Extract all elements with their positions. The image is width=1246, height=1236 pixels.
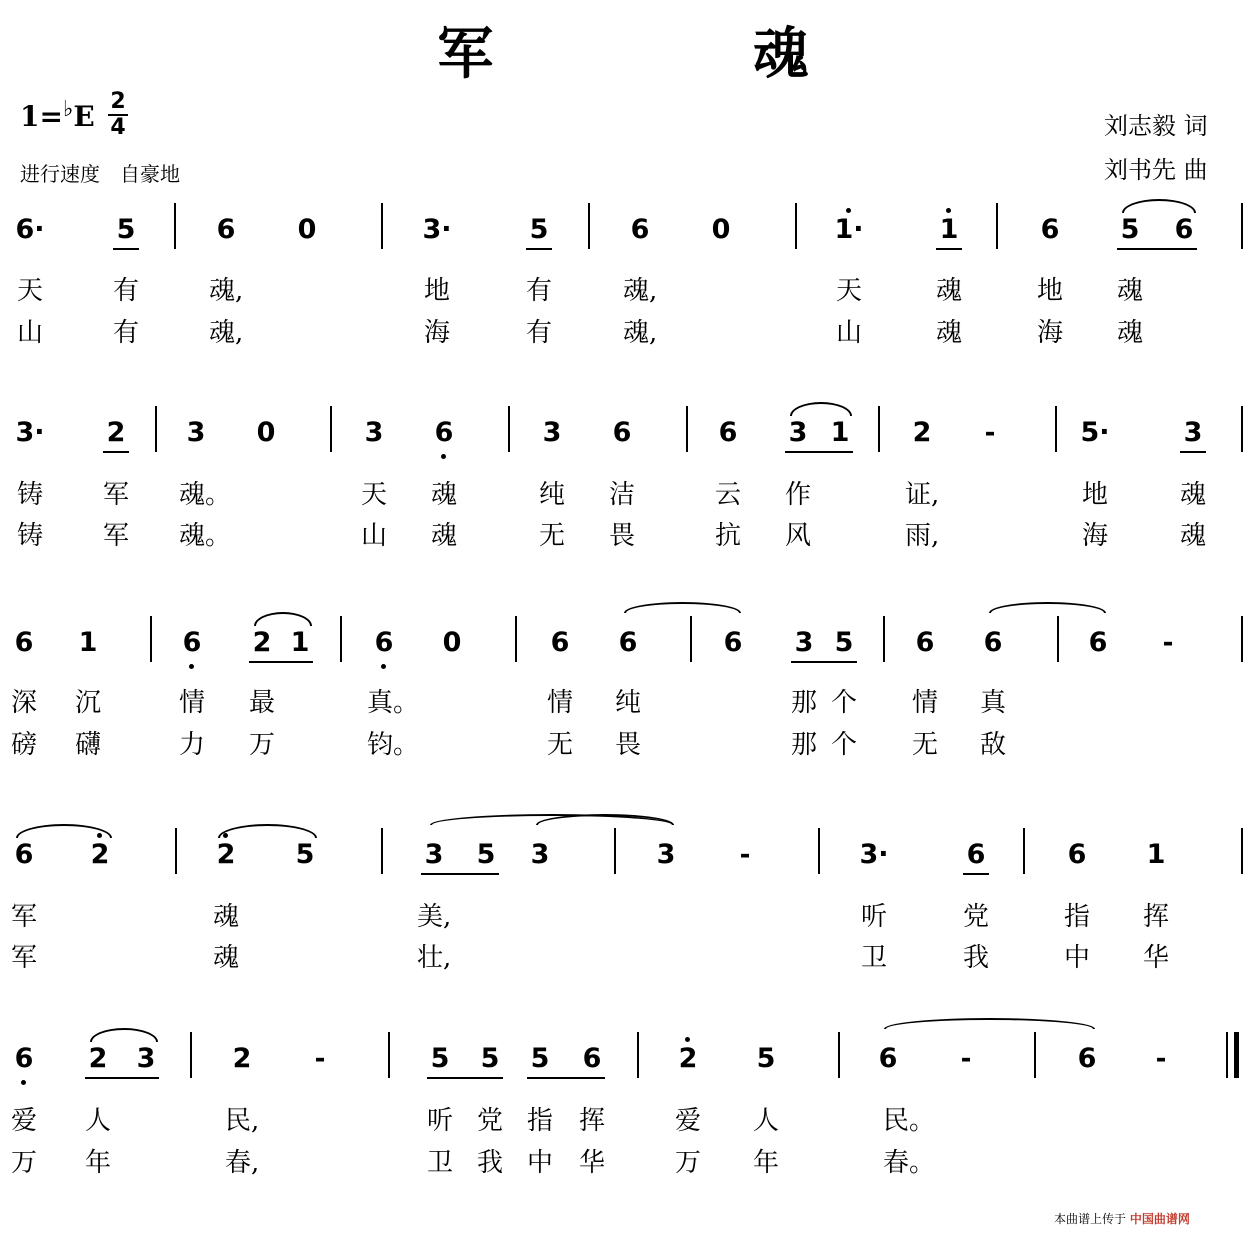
lyric-verse-1: 听 xyxy=(426,1106,453,1136)
note: 2 xyxy=(106,417,126,448)
lyric-verse-1: 云 xyxy=(714,480,741,510)
time-signature xyxy=(106,90,130,140)
note: 6 xyxy=(1040,214,1060,245)
note: 6 xyxy=(374,627,394,658)
lyric-verse-2: 有 xyxy=(525,318,552,348)
note: 1 xyxy=(939,214,959,245)
source-footer xyxy=(1054,1210,1190,1227)
barline xyxy=(637,1032,639,1078)
note: 6· xyxy=(15,214,45,245)
lyric-verse-2: 万 xyxy=(248,730,275,760)
lyric-verse-2: 铸 xyxy=(16,521,43,551)
note: 5· xyxy=(1080,417,1110,448)
lyric-verse-2: 我 xyxy=(476,1148,503,1178)
lyric-verse-2: 魂 xyxy=(430,521,457,551)
lyric-verse-1: 天 xyxy=(360,480,387,510)
lyric-verse-2: 万 xyxy=(10,1148,37,1178)
note: 3· xyxy=(15,417,45,448)
eighth-underline xyxy=(936,248,962,250)
note: 3 xyxy=(542,417,562,448)
lower-octave-dot xyxy=(441,454,446,459)
lyric-verse-2: 年 xyxy=(752,1148,779,1178)
barline xyxy=(878,406,880,452)
lyric-verse-1: 纯 xyxy=(614,688,641,718)
barline xyxy=(174,203,176,249)
footer-prefix: 本曲谱上传于 xyxy=(1054,1212,1127,1226)
eighth-underline xyxy=(113,248,139,250)
barline xyxy=(155,406,157,452)
note: 5 xyxy=(295,839,315,870)
lyric-verse-1: 魂 xyxy=(935,276,962,306)
barline xyxy=(381,203,383,249)
song-title: 军 魂 xyxy=(437,21,929,87)
footer-brand: 中国曲谱网 xyxy=(1129,1212,1190,1226)
barline xyxy=(838,1032,840,1078)
note: 6 xyxy=(915,627,935,658)
note: 3· xyxy=(422,214,452,245)
barline xyxy=(515,616,517,662)
note: 5 xyxy=(430,1043,450,1074)
slur-arc xyxy=(254,612,312,626)
lyricist-credit: 刘志毅 词 xyxy=(1104,112,1208,140)
lyric-verse-2: 魂 xyxy=(212,943,239,973)
note: 1 xyxy=(290,627,310,658)
lyric-verse-2: 风 xyxy=(784,521,811,551)
lyric-verse-2: 敌 xyxy=(979,730,1006,760)
key-prefix: 1= xyxy=(20,100,63,133)
note: 6 xyxy=(1077,1043,1097,1074)
note: 1 xyxy=(78,627,98,658)
note: 6 xyxy=(216,214,236,245)
note: 2 xyxy=(678,1043,698,1074)
tie-arc xyxy=(989,602,1106,613)
lyric-verse-2: 有 xyxy=(112,318,139,348)
lower-octave-dot xyxy=(189,664,194,669)
lower-octave-dot xyxy=(381,664,386,669)
note: 6 xyxy=(582,1043,602,1074)
lyric-verse-1: 魂, xyxy=(209,276,244,306)
barline xyxy=(1241,203,1243,249)
note: 6 xyxy=(1174,214,1194,245)
lyric-verse-2: 海 xyxy=(1081,521,1108,551)
lyric-verse-1: 情 xyxy=(178,688,205,718)
barline xyxy=(508,406,510,452)
eighth-underline xyxy=(791,661,857,663)
lyric-verse-2: 山 xyxy=(16,318,43,348)
note: 1 xyxy=(1146,839,1166,870)
lyric-verse-1: 挥 xyxy=(1142,902,1169,932)
upper-octave-dot xyxy=(846,208,851,213)
lyric-verse-1: 天 xyxy=(835,276,862,306)
note: 5 xyxy=(756,1043,776,1074)
lyric-verse-1: 民, xyxy=(225,1106,260,1136)
lyric-verse-1: 情 xyxy=(911,688,938,718)
lyric-verse-2: 个 xyxy=(830,730,857,760)
note: 6 xyxy=(630,214,650,245)
note: 0 xyxy=(256,417,276,448)
lyric-verse-1: 有 xyxy=(525,276,552,306)
barline xyxy=(686,406,688,452)
final-barline-thick xyxy=(1234,1032,1239,1078)
lyric-verse-1: 爱 xyxy=(10,1106,37,1136)
note: 6 xyxy=(14,839,34,870)
note: 3 xyxy=(424,839,444,870)
slur-arc xyxy=(218,824,317,838)
slur-arc xyxy=(16,824,112,838)
note: 3· xyxy=(859,839,889,870)
barline xyxy=(996,203,998,249)
lyric-verse-2: 春。 xyxy=(883,1148,936,1178)
lyric-verse-2: 魂, xyxy=(623,318,658,348)
lyric-verse-2: 魂 xyxy=(935,318,962,348)
sustain-dash: - xyxy=(739,840,751,870)
lyric-verse-1: 魂。 xyxy=(179,480,232,510)
barline xyxy=(1055,406,1057,452)
slur-arc xyxy=(1122,199,1196,213)
tie-arc xyxy=(884,1018,1095,1029)
barline xyxy=(330,406,332,452)
barline xyxy=(883,616,885,662)
composer-credit: 刘书先 曲 xyxy=(1104,156,1208,184)
note: 6 xyxy=(434,417,454,448)
lyric-verse-2: 礴 xyxy=(74,730,101,760)
lyric-verse-1: 党 xyxy=(962,902,989,932)
barline xyxy=(340,616,342,662)
sustain-dash: - xyxy=(1155,1044,1167,1074)
key-letter: E xyxy=(73,100,95,133)
barline xyxy=(381,828,383,874)
lyric-verse-2: 卫 xyxy=(860,943,887,973)
lower-octave-dot xyxy=(21,1080,26,1085)
lyric-verse-1: 民。 xyxy=(883,1106,936,1136)
note: 3 xyxy=(1183,417,1203,448)
note: 3 xyxy=(136,1043,156,1074)
lyric-verse-1: 个 xyxy=(830,688,857,718)
lyric-verse-1: 军 xyxy=(102,480,129,510)
lyric-verse-1: 地 xyxy=(1036,276,1063,306)
lyric-verse-1: 听 xyxy=(860,902,887,932)
lyric-verse-2: 无 xyxy=(911,730,938,760)
note: 6 xyxy=(612,417,632,448)
note: 6 xyxy=(1067,839,1087,870)
lyric-verse-1: 魂 xyxy=(212,902,239,932)
note: 5 xyxy=(530,1043,550,1074)
lyric-verse-1: 挥 xyxy=(578,1106,605,1136)
lyric-verse-2: 钧。 xyxy=(367,730,420,760)
eighth-underline xyxy=(421,873,499,875)
lyric-verse-2: 无 xyxy=(538,521,565,551)
lyric-verse-2: 海 xyxy=(1036,318,1063,348)
meter-top: 2 xyxy=(110,89,126,114)
sustain-dash: - xyxy=(1162,628,1174,658)
lyric-verse-2: 抗 xyxy=(714,521,741,551)
barline xyxy=(795,203,797,249)
key-signature xyxy=(20,96,95,133)
slur-arc xyxy=(90,1028,158,1042)
note: 5 xyxy=(1120,214,1140,245)
note: 1· xyxy=(834,214,864,245)
note: 5 xyxy=(480,1043,500,1074)
lyric-verse-2: 山 xyxy=(360,521,387,551)
barline xyxy=(388,1032,390,1078)
lyric-verse-2: 中 xyxy=(526,1148,553,1178)
note: 6 xyxy=(1088,627,1108,658)
lyric-verse-2: 魂, xyxy=(209,318,244,348)
note: 2 xyxy=(88,1043,108,1074)
lyric-verse-1: 作 xyxy=(784,480,811,510)
barline xyxy=(1241,616,1243,662)
eighth-underline xyxy=(526,248,552,250)
lyric-verse-2: 那 xyxy=(790,730,817,760)
lyric-verse-2: 海 xyxy=(423,318,450,348)
lyric-verse-1: 魂 xyxy=(1116,276,1143,306)
lyric-verse-1: 党 xyxy=(476,1106,503,1136)
barline xyxy=(588,203,590,249)
lyric-verse-2: 年 xyxy=(84,1148,111,1178)
note: 6 xyxy=(550,627,570,658)
note: 6 xyxy=(718,417,738,448)
lyric-verse-1: 军 xyxy=(10,902,37,932)
note: 5 xyxy=(529,214,549,245)
barline xyxy=(1241,828,1243,874)
barline xyxy=(818,828,820,874)
lyric-verse-1: 真 xyxy=(979,688,1006,718)
lyric-verse-2: 万 xyxy=(674,1148,701,1178)
note: 6 xyxy=(966,839,986,870)
lyric-verse-2: 磅 xyxy=(10,730,37,760)
lyric-verse-1: 地 xyxy=(1081,480,1108,510)
barline xyxy=(1034,1032,1036,1078)
note: 2 xyxy=(232,1043,252,1074)
lyric-verse-1: 有 xyxy=(112,276,139,306)
eighth-underline xyxy=(1117,248,1197,250)
note: 3 xyxy=(794,627,814,658)
lyric-verse-1: 魂 xyxy=(1179,480,1206,510)
lyric-verse-1: 地 xyxy=(423,276,450,306)
lyric-verse-1: 指 xyxy=(1063,902,1090,932)
lyric-verse-2: 山 xyxy=(835,318,862,348)
lyric-verse-1: 真。 xyxy=(367,688,420,718)
note: 2 xyxy=(912,417,932,448)
upper-octave-dot xyxy=(685,1037,690,1042)
meter-bottom: 4 xyxy=(110,115,126,140)
barline xyxy=(614,828,616,874)
lyric-verse-1: 那 xyxy=(790,688,817,718)
lyric-verse-1: 天 xyxy=(16,276,43,306)
note: 3 xyxy=(656,839,676,870)
lyric-verse-1: 纯 xyxy=(538,480,565,510)
tempo-marking: 进行速度 自豪地 xyxy=(20,162,180,186)
lyric-verse-2: 魂 xyxy=(1179,521,1206,551)
eighth-underline xyxy=(963,873,989,875)
lyric-verse-1: 人 xyxy=(752,1106,779,1136)
sustain-dash: - xyxy=(314,1044,326,1074)
lyric-verse-1: 人 xyxy=(84,1106,111,1136)
lyric-verse-2: 畏 xyxy=(608,521,635,551)
note: 0 xyxy=(442,627,462,658)
eighth-underline xyxy=(1180,451,1206,453)
note: 6 xyxy=(14,627,34,658)
lyric-verse-1: 指 xyxy=(526,1106,553,1136)
lyric-verse-1: 魂, xyxy=(623,276,658,306)
sustain-dash: - xyxy=(960,1044,972,1074)
note: 2 xyxy=(216,839,236,870)
lyric-verse-2: 华 xyxy=(578,1148,605,1178)
note: 6 xyxy=(983,627,1003,658)
lyric-verse-2: 畏 xyxy=(614,730,641,760)
note: 5 xyxy=(834,627,854,658)
lyric-verse-2: 魂 xyxy=(1116,318,1143,348)
note: 2 xyxy=(90,839,110,870)
lyric-verse-2: 卫 xyxy=(426,1148,453,1178)
flat-sign: ♭ xyxy=(62,96,74,122)
eighth-underline xyxy=(85,1077,159,1079)
lyric-verse-1: 证, xyxy=(905,480,940,510)
note: 2 xyxy=(252,627,272,658)
lyric-verse-2: 中 xyxy=(1063,943,1090,973)
note: 3 xyxy=(186,417,206,448)
lyric-verse-2: 壮, xyxy=(417,943,452,973)
lyric-verse-1: 铸 xyxy=(16,480,43,510)
barline xyxy=(1023,828,1025,874)
barline xyxy=(690,616,692,662)
eighth-underline xyxy=(249,661,313,663)
note: 0 xyxy=(711,214,731,245)
lyric-verse-1: 情 xyxy=(546,688,573,718)
note: 6 xyxy=(182,627,202,658)
note: 0 xyxy=(297,214,317,245)
lyric-verse-2: 华 xyxy=(1142,943,1169,973)
lyric-verse-2: 魂。 xyxy=(179,521,232,551)
lyric-verse-2: 春, xyxy=(225,1148,260,1178)
note: 3 xyxy=(530,839,550,870)
note: 3 xyxy=(364,417,384,448)
eighth-underline xyxy=(427,1077,503,1079)
final-barline-thin xyxy=(1226,1032,1228,1078)
note: 1 xyxy=(830,417,850,448)
note: 5 xyxy=(476,839,496,870)
lyric-verse-1: 爱 xyxy=(674,1106,701,1136)
barline xyxy=(190,1032,192,1078)
lyric-verse-1: 魂 xyxy=(430,480,457,510)
note: 6 xyxy=(723,627,743,658)
lyric-verse-2: 我 xyxy=(962,943,989,973)
lyric-verse-2: 军 xyxy=(102,521,129,551)
barline xyxy=(175,828,177,874)
note: 6 xyxy=(878,1043,898,1074)
eighth-underline xyxy=(785,451,853,453)
lyric-verse-1: 美, xyxy=(417,902,452,932)
eighth-underline xyxy=(103,451,129,453)
lyric-verse-2: 军 xyxy=(10,943,37,973)
lyric-verse-1: 深 xyxy=(10,688,37,718)
note: 3 xyxy=(788,417,808,448)
lyric-verse-1: 最 xyxy=(248,688,275,718)
tie-arc xyxy=(624,602,741,613)
note: 5 xyxy=(116,214,136,245)
note: 6 xyxy=(14,1043,34,1074)
lyric-verse-2: 无 xyxy=(546,730,573,760)
lyric-verse-2: 雨, xyxy=(905,521,940,551)
barline xyxy=(150,616,152,662)
lyric-verse-1: 洁 xyxy=(608,480,635,510)
sustain-dash: - xyxy=(984,418,996,448)
lyric-verse-1: 沉 xyxy=(74,688,101,718)
barline xyxy=(1057,616,1059,662)
upper-octave-dot xyxy=(946,208,951,213)
barline xyxy=(1241,406,1243,452)
eighth-underline xyxy=(527,1077,605,1079)
slur-arc xyxy=(790,402,852,416)
note: 6 xyxy=(618,627,638,658)
lyric-verse-2: 力 xyxy=(178,730,205,760)
